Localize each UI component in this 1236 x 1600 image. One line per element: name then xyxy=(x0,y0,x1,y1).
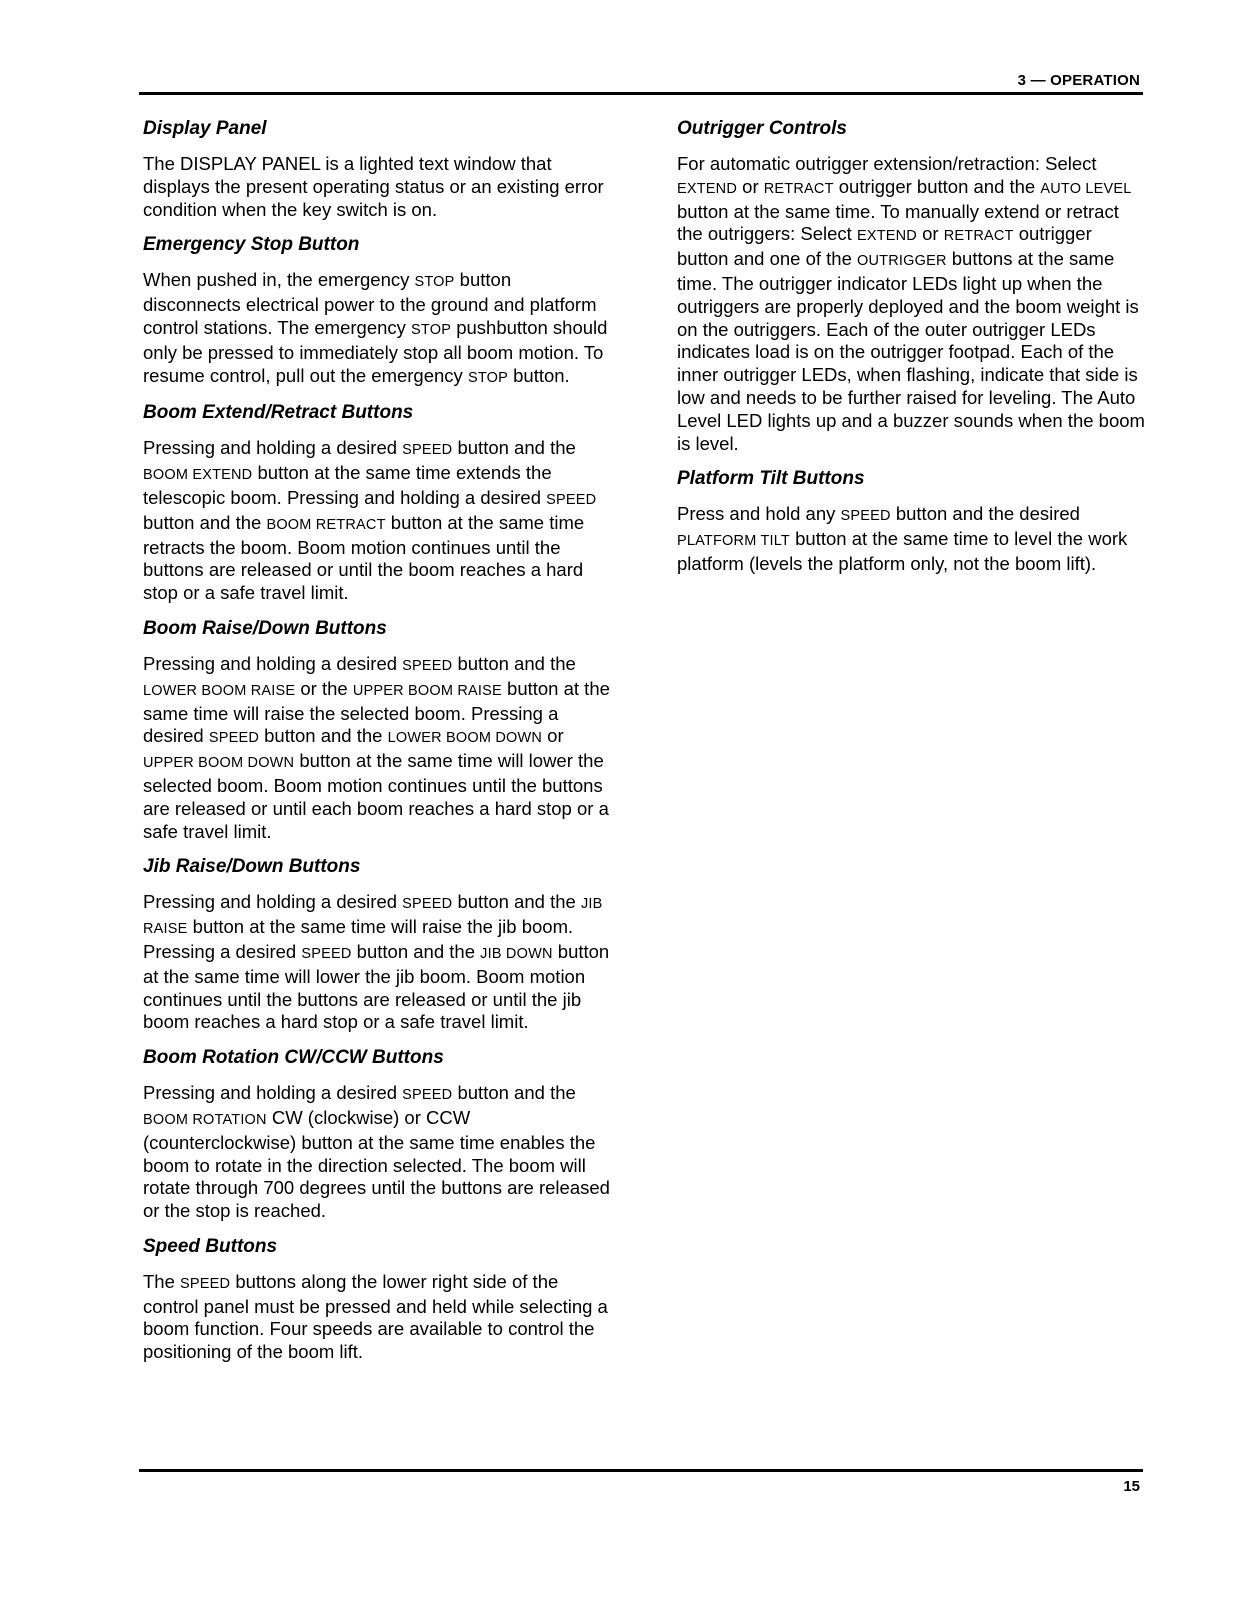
control-name: LOWER BOOM RAISE xyxy=(143,682,296,699)
control-name: STOP xyxy=(467,369,508,386)
right-column xyxy=(677,118,1147,589)
page-number: 15 xyxy=(1123,1478,1140,1495)
section-body: When pushed in, the emergency STOP button disconnects electrical power to the ground and platform control stations. The emergency STOP pushbutton should only be pressed to immediately stop all boom motion. To resume control, pull out the emergency STOP button. xyxy=(143,269,608,386)
control-name: LOWER BOOM DOWN xyxy=(387,730,543,747)
chapter-header: 3 — OPERATION xyxy=(1017,72,1140,89)
section-heading: Display Panel xyxy=(143,118,267,139)
control-name: SPEED xyxy=(402,896,453,913)
control-name: RETRACT xyxy=(763,180,834,197)
section xyxy=(143,234,613,389)
section-body: Pressing and holding a desired SPEED button and the JIB RAISE button at the same time will raise the jib boom. Pressing a desired SPEED button and the JIB DOWN button at the same time will lower the jib boom. Boom motion continues until the buttons are released or until the jib boom reaches a hard stop or a safe travel limit. xyxy=(143,891,610,1033)
control-name: UPPER BOOM DOWN xyxy=(143,755,295,772)
footer-rule xyxy=(139,1469,1143,1472)
control-name: SPEED xyxy=(402,657,453,674)
control-name: SPEED xyxy=(402,1087,453,1104)
section xyxy=(143,1047,613,1223)
control-name: JIB DOWN xyxy=(480,945,553,962)
section-body: The SPEED buttons along the lower right side of the control panel must be pressed and held while selecting a boom function. Four speeds are available to control the positioning of the boom lift. xyxy=(143,1270,608,1363)
control-name: PLATFORM TILT xyxy=(677,533,790,550)
control-name: SPEED xyxy=(402,442,453,459)
section xyxy=(143,118,613,221)
section-body: For automatic outrigger extension/retraction: Select EXTEND or RETRACT outrigger button and the AUTO LEVEL button at the same time. To manually extend or retract the outriggers: Select EXTEND or RETRACT outrigger button and one of the OUTRIGGER buttons at the same time. The outrigger indicator LEDs light up when the outriggers are properly deployed and the boom weight is on the outriggers. Each of the outer outrigger LEDs indicates load is on the outrigger footpad. Each of the inner outrigger LEDs, when flashing, indicate that side is low and needs to be further raised for leveling. The Auto Level LED lights up and a buzzer sounds when the boom is level. xyxy=(677,153,1145,454)
control-name: BOOM EXTEND xyxy=(143,467,253,484)
section xyxy=(677,468,1147,575)
section xyxy=(143,618,613,843)
section xyxy=(677,118,1147,455)
section-heading: Platform Tilt Buttons xyxy=(677,468,865,490)
control-name: STOP xyxy=(411,321,452,338)
section xyxy=(143,1236,613,1364)
section xyxy=(143,402,613,605)
control-name: JIB RAISE xyxy=(143,896,603,938)
control-name: BOOM RETRACT xyxy=(266,516,386,533)
control-name: EXTEND xyxy=(677,180,738,197)
control-name: EXTEND xyxy=(856,228,917,245)
left-column xyxy=(143,118,613,1377)
section-body: Pressing and holding a desired SPEED button and the LOWER BOOM RAISE or the UPPER BOOM RAISE button at the same time will raise the selected boom. Pressing a desired SPEED button and the LOWER BOOM DOWN or UPPER BOOM DOWN button at the same time will lower the selected boom. Boom motion continues until the buttons are released or until each boom reaches a hard stop or a safe travel limit. xyxy=(143,652,610,842)
section-body: Pressing and holding a desired SPEED button and the BOOM EXTEND button at the same time extends the telescopic boom. Pressing and holding a desired SPEED button and the BOOM RETRACT button at the same time retracts the boom. Boom motion continues until the buttons are released or until the boom reaches a hard stop or a safe travel limit. xyxy=(143,437,597,604)
control-name: AUTO LEVEL xyxy=(1040,180,1132,197)
section-heading: Boom Rotation CW/CCW Buttons xyxy=(143,1047,444,1069)
section-heading: Jib Raise/Down Buttons xyxy=(143,856,361,878)
control-name: BOOM ROTATION xyxy=(143,1111,267,1128)
header-rule xyxy=(139,92,1143,95)
section-body: Pressing and holding a desired SPEED button and the BOOM ROTATION CW (clockwise) or CCW (counterclockwise) button at the same time enables the boom to rotate in the direction selected. The boom will rotate through 700 degrees until the buttons are released or the stop is reached. xyxy=(143,1082,610,1222)
section-body: Press and hold any SPEED button and the desired PLATFORM TILT button at the same time to level the work platform (levels the platform only, not the boom lift). xyxy=(677,503,1128,574)
section-heading: Speed Buttons xyxy=(143,1235,278,1257)
section-heading: Boom Raise/Down Buttons xyxy=(143,617,387,639)
control-name: OUTRIGGER xyxy=(857,253,947,270)
control-name: SPEED xyxy=(840,508,891,525)
control-name: UPPER BOOM RAISE xyxy=(352,682,502,699)
section-heading: Boom Extend/Retract Buttons xyxy=(143,402,414,424)
control-name: STOP xyxy=(414,274,455,291)
control-name: SPEED xyxy=(180,1275,231,1292)
section-heading: Emergency Stop Button xyxy=(143,234,360,256)
section xyxy=(143,856,613,1034)
control-name: SPEED xyxy=(546,491,597,508)
control-name: SPEED xyxy=(301,945,352,962)
control-name: SPEED xyxy=(208,730,259,747)
section-body: The DISPLAY PANEL is a lighted text window that displays the present operating status or an existing error condition when the key switch is on. xyxy=(143,153,604,220)
control-name: RETRACT xyxy=(943,228,1014,245)
section-heading: Outrigger Controls xyxy=(677,118,847,139)
